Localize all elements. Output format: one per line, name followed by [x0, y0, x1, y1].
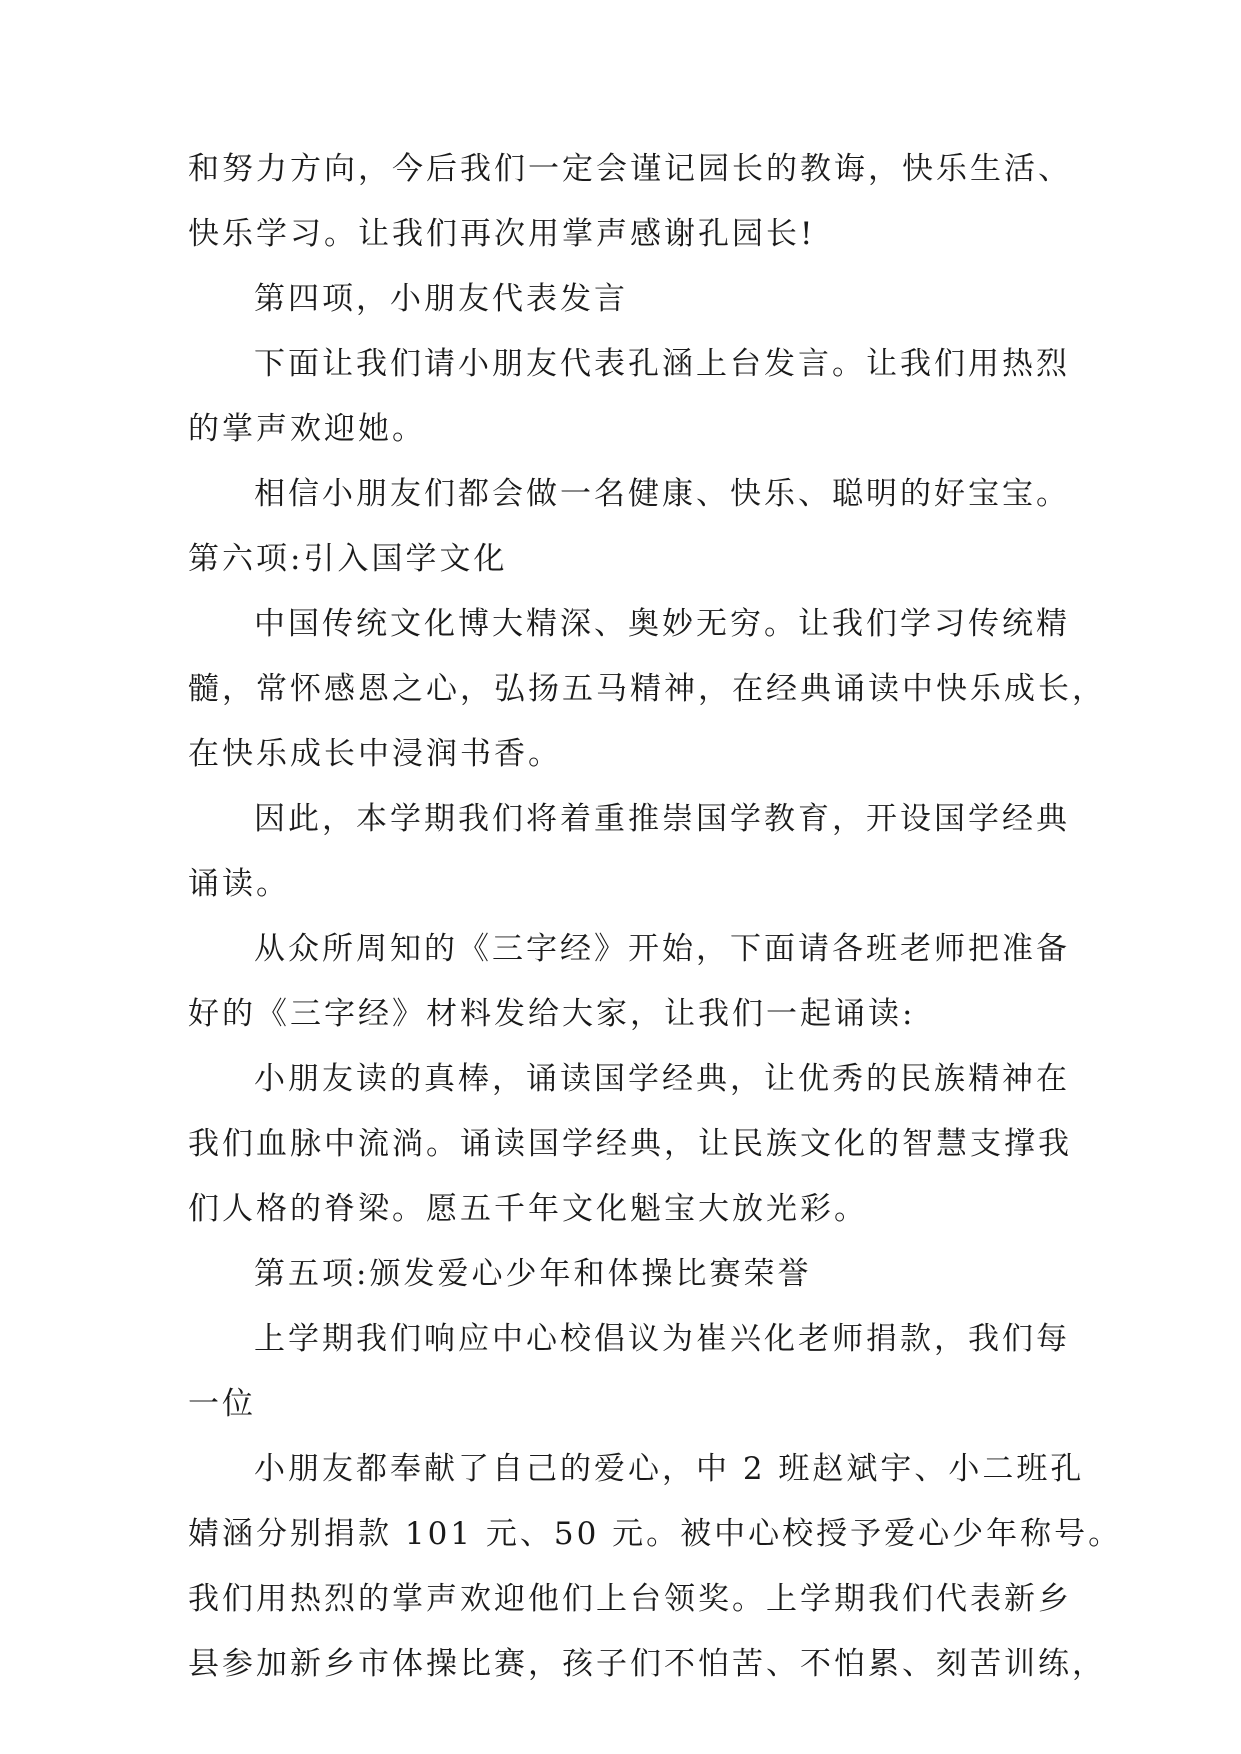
text-line: 诵读。 — [188, 866, 290, 902]
text-line: 们人格的脊梁。愿五千年文化魁宝大放光彩。 — [188, 1191, 868, 1227]
text-line: 快乐学习。让我们再次用掌声感谢孔园长! — [188, 216, 816, 252]
text-line: 相信小朋友们都会做一名健康、快乐、聪明的好宝宝。 — [254, 476, 1070, 512]
text-line: 县参加新乡市体操比赛，孩子们不怕苦、不怕累、刻苦训练， — [188, 1646, 1106, 1682]
section-heading: 第五项:颁发爱心少年和体操比赛荣誉 — [254, 1256, 812, 1292]
text-line: 和努力方向，今后我们一定会谨记园长的教诲，快乐生活、 — [188, 151, 1072, 187]
text-line: 小朋友读的真棒，诵读国学经典，让优秀的民族精神在 — [254, 1061, 1070, 1097]
text-line: 一位 — [188, 1386, 256, 1422]
text-line: 好的《三字经》材料发给大家，让我们一起诵读: — [188, 996, 916, 1032]
text-line: 我们血脉中流淌。诵读国学经典，让民族文化的智慧支撑我 — [188, 1126, 1072, 1162]
text-line: 在快乐成长中浸润书香。 — [188, 736, 562, 772]
text-line: 因此，本学期我们将着重推崇国学教育，开设国学经典 — [254, 801, 1070, 837]
text-line: 从众所周知的《三字经》开始，下面请各班老师把准备 — [254, 931, 1070, 967]
text-line: 髓，常怀感恩之心，弘扬五马精神，在经典诵读中快乐成长， — [188, 671, 1106, 707]
text-line: 婧涵分别捐款 101 元、50 元。被中心校授予爱心少年称号。 — [188, 1516, 1123, 1552]
text-line: 中国传统文化博大精深、奥妙无穷。让我们学习传统精 — [254, 606, 1070, 642]
section-heading: 第四项，小朋友代表发言 — [254, 281, 628, 317]
text-line: 上学期我们响应中心校倡议为崔兴化老师捐款，我们每 — [254, 1321, 1070, 1357]
text-line: 我们用热烈的掌声欢迎他们上台领奖。上学期我们代表新乡 — [188, 1581, 1072, 1617]
section-heading: 第六项:引入国学文化 — [188, 541, 508, 577]
text-line: 小朋友都奉献了自己的爱心，中 2 班赵斌宇、小二班孔 — [254, 1451, 1085, 1487]
text-line: 的掌声欢迎她。 — [188, 411, 426, 447]
text-line: 下面让我们请小朋友代表孔涵上台发言。让我们用热烈 — [254, 346, 1070, 382]
